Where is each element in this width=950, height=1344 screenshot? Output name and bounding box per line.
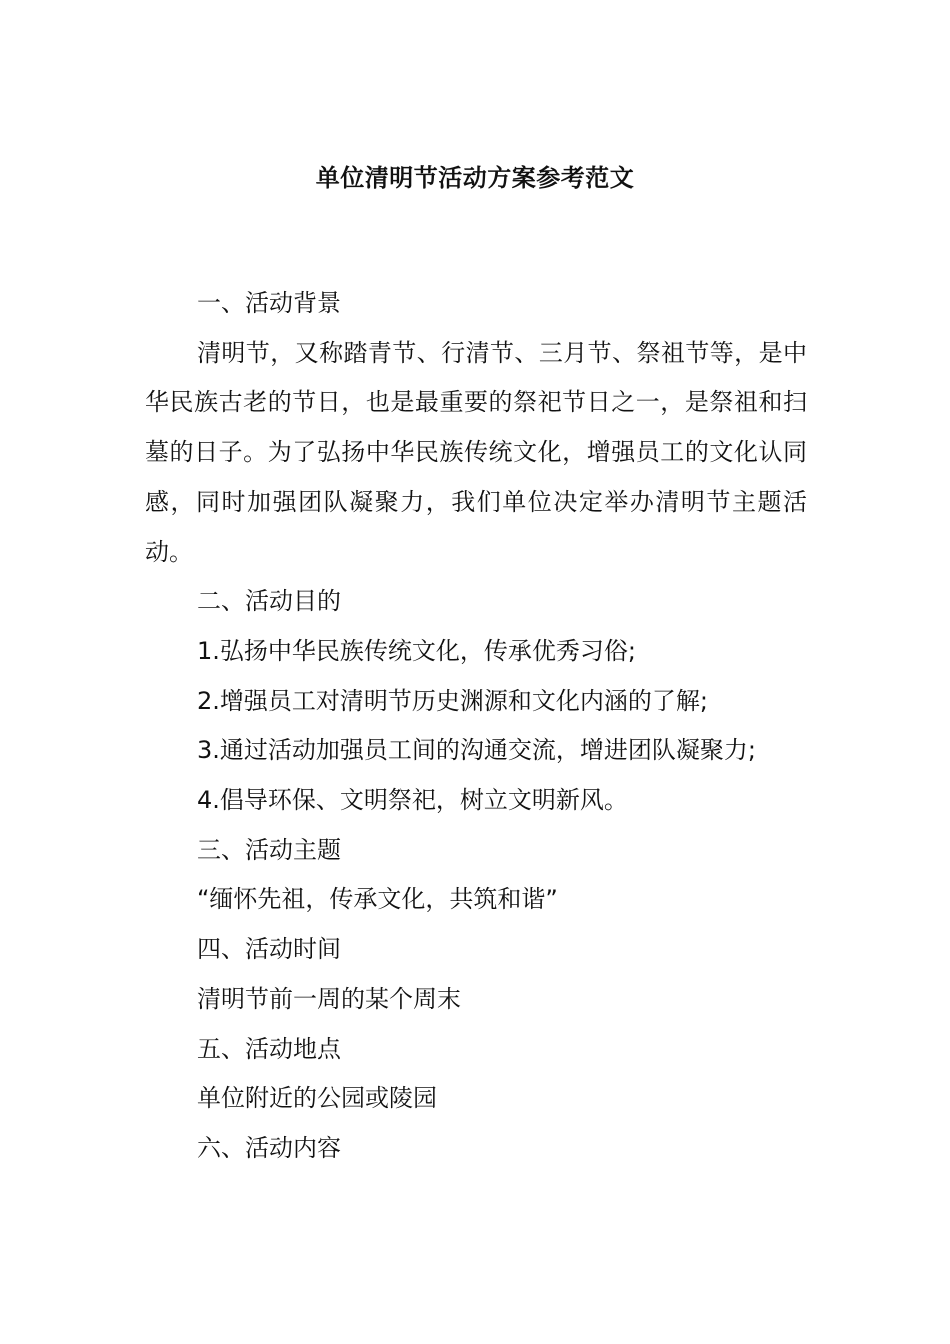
purpose-item: 1.弘扬中华民族传统文化，传承优秀习俗; (197, 636, 636, 665)
document-title: 单位清明节活动方案参考范文 (315, 164, 635, 192)
purpose-item: 2.增强员工对清明节历史渊源和文化内涵的了解; (197, 686, 708, 715)
location-text: 单位附近的公园或陵园 (197, 1084, 437, 1113)
background-paragraph: 清明节，又称踏青节、行清节、三月节、祭祖节等，是中华民族古老的节日，也是最重要的祭祀节日之一，是祭祖和扫墓的日子。为了弘扬中华民族传统文化，增强员工的文化认同感，同时加强团队凝聚力，我们单位决定举办清明节主题活动。 (145, 338, 807, 566)
document-body (145, 279, 807, 1174)
section-heading-theme: 三、活动主题 (197, 835, 341, 864)
section-heading-location: 五、活动地点 (197, 1034, 341, 1063)
section-heading-background: 一、活动背景 (197, 289, 341, 317)
section-heading-time: 四、活动时间 (197, 935, 341, 964)
purpose-item: 3.通过活动加强员工间的沟通交流，增进团队凝聚力; (197, 736, 756, 765)
section-heading-purpose: 二、活动目的 (197, 587, 341, 616)
time-text: 清明节前一周的某个周末 (197, 984, 461, 1013)
purpose-item: 4.倡导环保、文明祭祀，树立文明新风。 (197, 786, 628, 815)
section-heading-content: 六、活动内容 (197, 1133, 341, 1162)
theme-text: “缅怀先祖，传承文化，共筑和谐” (197, 885, 558, 914)
